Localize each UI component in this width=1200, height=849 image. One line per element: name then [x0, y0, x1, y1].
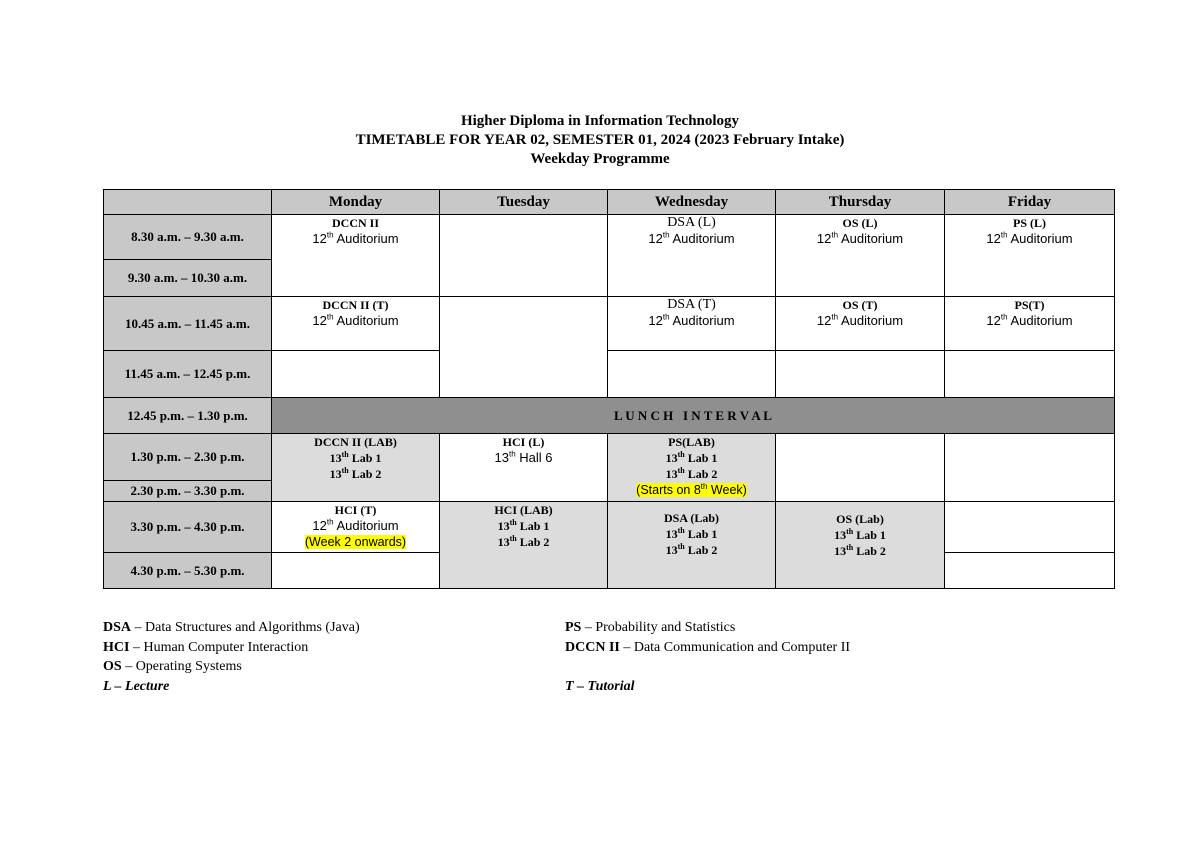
slot-friday-last: [945, 553, 1115, 589]
time-slot: 4.30 p.m. – 5.30 p.m.: [104, 553, 272, 589]
time-slot: 11.45 a.m. – 12.45 p.m.: [104, 351, 272, 398]
time-slot: 8.30 a.m. – 9.30 a.m.: [104, 215, 272, 260]
time-slot: 9.30 a.m. – 10.30 a.m.: [104, 260, 272, 297]
time-slot: 3.30 p.m. – 4.30 p.m.: [104, 502, 272, 553]
slot-tuesday-morning-2: [440, 297, 608, 398]
slot-wednesday-morning-1: [608, 215, 776, 297]
slot-monday-morning-2: [272, 297, 440, 351]
legend-dccn: DCCN II – Data Communication and Computer II: [565, 639, 851, 655]
course-code: DCCN II: [331, 216, 379, 230]
slot-tuesday-afternoon-1: [440, 434, 608, 502]
time-slot: 1.30 p.m. – 2.30 p.m.: [104, 434, 272, 481]
slot-friday-morning-1: [945, 215, 1115, 297]
venue: 13th Lab 2: [497, 534, 550, 549]
course-code: PS(T): [1014, 298, 1045, 312]
legend-spacer: [565, 657, 850, 677]
venue: 12th Auditorium: [648, 230, 735, 246]
slot-thursday-morning-2: [776, 297, 945, 351]
course-code: HCI (T): [334, 503, 377, 517]
course-code: OS (L): [842, 216, 878, 230]
slot-friday-afternoon-1: [945, 434, 1115, 502]
slot-thursday-morning-1: [776, 215, 945, 297]
slot-tuesday-afternoon-2: [440, 502, 608, 589]
legend-lecture: L – Lecture: [103, 678, 170, 694]
legend-left: [103, 618, 360, 696]
venue: 13th Lab 2: [329, 466, 382, 481]
slot-monday-afternoon-2: [272, 502, 440, 553]
slot-friday-morning-2: [945, 297, 1115, 351]
title-line-2: TIMETABLE FOR YEAR 02, SEMESTER 01, 2024 (2023 February Intake): [355, 132, 845, 148]
time-slot: 2.30 p.m. – 3.30 p.m.: [104, 481, 272, 502]
legend-tutorial: T – Tutorial: [565, 678, 635, 694]
day-header-thursday: Thursday: [776, 190, 945, 215]
course-code: DSA (L): [667, 215, 716, 230]
venue: 12th Auditorium: [816, 312, 904, 328]
header-corner: [104, 190, 272, 215]
slot-monday-last: [272, 553, 440, 589]
time-slot: 12.45 p.m. – 1.30 p.m.: [104, 398, 272, 434]
legend-hci: HCI – Human Computer Interaction: [103, 639, 309, 655]
slot-wednesday-afternoon-1: [608, 434, 776, 502]
slot-wednesday-morning-2: [608, 297, 776, 351]
course-code: HCI (L): [502, 435, 545, 449]
venue: 13th Lab 1: [329, 450, 382, 465]
venue: 12th Auditorium: [648, 312, 735, 328]
venue: 13th Lab 1: [665, 526, 718, 541]
course-code: HCI (LAB): [494, 503, 553, 517]
slot-wednesday-afternoon-2: [608, 502, 776, 589]
venue: 12th Auditorium: [312, 230, 399, 246]
venue: 12th Auditorium: [816, 230, 904, 246]
venue: 13th Lab 1: [497, 518, 550, 533]
venue: 13th Lab 2: [665, 542, 718, 557]
slot-monday-morning-1: [272, 215, 440, 297]
venue: 13th Lab 1: [665, 450, 718, 465]
venue: 12th Auditorium: [312, 312, 399, 328]
legend-right: [565, 618, 850, 696]
venue: 13th Lab 2: [665, 466, 718, 481]
legend-os: OS – Operating Systems: [103, 659, 242, 674]
slot-monday-afternoon-1: [272, 434, 440, 502]
slot-monday-empty: [272, 351, 440, 398]
title-line-1: Higher Diploma in Information Technology: [460, 113, 740, 129]
course-code: OS (Lab): [836, 512, 884, 526]
day-header-wednesday: Wednesday: [608, 190, 776, 215]
week-note: (Week 2 onwards): [304, 535, 407, 549]
start-note: (Starts on 8th Week): [636, 481, 747, 497]
document-title: [0, 112, 1200, 169]
slot-friday-empty: [945, 351, 1115, 398]
course-code: DCCN II (LAB): [314, 435, 397, 449]
title-line-3: Weekday Programme: [530, 151, 670, 167]
day-header-monday: Monday: [272, 190, 440, 215]
lunch-interval: [272, 398, 1115, 434]
day-header-tuesday: Tuesday: [440, 190, 608, 215]
course-code: DCCN II (T): [322, 298, 389, 312]
venue: 13th Hall 6: [494, 449, 553, 465]
venue: 12th Auditorium: [986, 230, 1073, 246]
course-code: PS(LAB): [668, 435, 715, 449]
slot-friday-afternoon-2: [945, 502, 1115, 553]
slot-thursday-afternoon-2: [776, 502, 945, 589]
venue: 13th Lab 1: [834, 527, 886, 542]
course-code: PS (L): [1013, 216, 1046, 230]
course-code: DSA (Lab): [663, 511, 719, 525]
course-code: OS (T): [842, 298, 878, 312]
timetable: [103, 189, 1115, 589]
slot-thursday-afternoon-1: [776, 434, 945, 502]
slot-wednesday-empty: [608, 351, 776, 398]
venue: 12th Auditorium: [312, 517, 399, 533]
legend-ps: PS – Probability and Statistics: [565, 620, 736, 635]
slot-thursday-empty: [776, 351, 945, 398]
lunch-label: L U N C H I N T E R V A L: [614, 407, 772, 423]
venue: 12th Auditorium: [986, 312, 1073, 328]
course-code: DSA (T): [667, 297, 716, 312]
venue: 13th Lab 2: [834, 543, 886, 558]
time-slot: 10.45 a.m. – 11.45 a.m.: [104, 297, 272, 351]
slot-tuesday-morning-1: [440, 215, 608, 297]
day-header-friday: Friday: [945, 190, 1115, 215]
legend-dsa: DSA – Data Structures and Algorithms (Java): [103, 620, 360, 635]
